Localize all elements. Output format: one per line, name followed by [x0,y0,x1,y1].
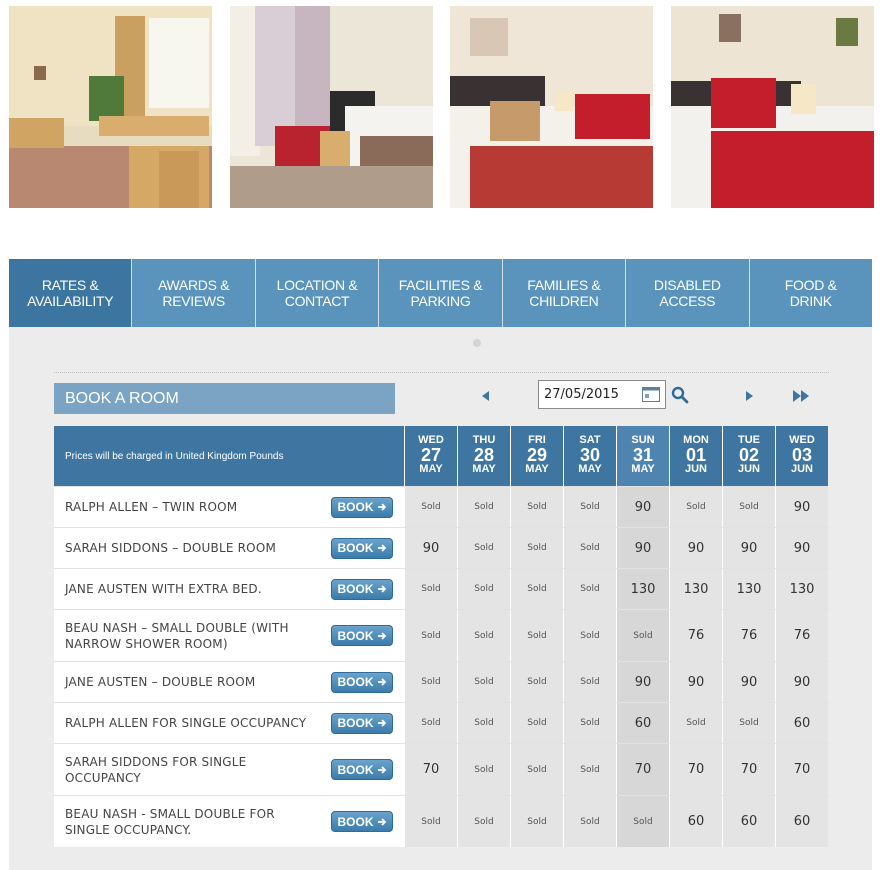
day-mon: JUN [790,463,813,475]
room-name: BEAU NASH - SMALL DOUBLE FOR SINGLE OCCUPANCY. [65,806,275,837]
book-button-label: BOOK [337,582,374,596]
red-bedroom-photo [671,6,874,208]
day-dow: SAT [579,434,601,446]
price-cell[interactable]: 90 [775,487,828,527]
book-button-label: BOOK [337,814,374,829]
price-cell[interactable]: 60 [722,796,775,847]
sold-cell: Sold [563,487,616,527]
day-num: 30 [579,445,601,465]
book-button-label: BOOK [337,628,374,643]
price-cell[interactable]: 90 [722,528,775,568]
arrow-right-icon [377,718,387,728]
previous-week-icon[interactable] [479,389,493,403]
tab-food-drink[interactable]: FOOD & DRINK [750,259,872,327]
sold-cell: Sold [669,487,722,527]
tab-facilities-parking[interactable]: FACILITIES & PARKING [379,259,502,327]
sold-cell: Sold [510,487,563,527]
day-header [722,426,775,486]
room-cell [54,569,404,609]
day-mon: MAY [472,463,496,475]
arrow-right-icon [377,631,387,641]
book-a-room-heading: BOOK A ROOM [54,383,395,414]
sold-cell: Sold [563,610,616,661]
dining-room-photo [9,6,212,208]
day-num: 31 [632,445,654,465]
room-name: SARAH SIDDONS FOR SINGLE OCCUPANCY [65,754,247,785]
day-mon: MAY [578,463,602,475]
room-name: BEAU NASH – SMALL DOUBLE (WITH NARROW SHOWER ROOM) [65,620,289,651]
price-cell[interactable]: 130 [775,569,828,609]
book-button[interactable] [331,811,393,832]
price-cell[interactable]: 90 [775,528,828,568]
price-cell[interactable]: 90 [775,662,828,702]
day-dow: FRI [528,434,546,446]
tab-rates-availability[interactable]: RATES & AVAILABILITY [9,259,132,327]
price-cell[interactable]: 90 [722,662,775,702]
calendar-icon[interactable] [642,387,660,402]
book-button[interactable] [331,497,393,518]
day-num: 27 [420,445,442,465]
tab-awards-reviews[interactable]: AWARDS & REVIEWS [132,259,255,327]
room-cell [54,703,404,743]
price-cell[interactable]: 76 [775,610,828,661]
table-row [54,661,829,702]
sold-cell: Sold [616,610,669,661]
table-row [54,609,829,661]
room-cell [54,662,404,702]
sold-cell: Sold [404,610,457,661]
book-button-label: BOOK [337,716,374,730]
table-row [54,702,829,743]
arrow-right-icon [377,543,387,553]
sold-cell: Sold [510,703,563,743]
arrow-right-icon [377,677,387,687]
price-cell[interactable]: 90 [616,528,669,568]
book-button-label: BOOK [337,541,374,555]
day-num: 02 [738,445,760,465]
sold-cell: Sold [457,569,510,609]
tab-families-children[interactable]: FAMILIES & CHILDREN [503,259,626,327]
book-button-label: BOOK [337,675,374,689]
day-dow: SUN [631,434,655,446]
sold-cell: Sold [404,703,457,743]
day-dow: TUE [738,434,760,446]
sold-cell: Sold [457,744,510,795]
double-room-photo [230,6,433,208]
sold-cell: Sold [563,703,616,743]
price-cell[interactable]: 76 [722,610,775,661]
sold-cell: Sold [457,796,510,847]
sold-cell: Sold [404,796,457,847]
day-header [510,426,563,486]
day-num: 01 [685,445,707,465]
price-cell[interactable]: 70 [669,744,722,795]
day-num: 28 [473,445,495,465]
sold-cell: Sold [563,528,616,568]
date-input[interactable]: 27/05/2015 [538,380,666,409]
price-cell[interactable]: 60 [669,796,722,847]
day-mon: MAY [631,463,655,475]
room-name: RALPH ALLEN – TWIN ROOM [65,500,238,514]
book-button[interactable] [331,759,393,780]
day-dow: THU [472,434,496,446]
arrow-right-icon [377,502,387,512]
price-cell[interactable]: 70 [722,744,775,795]
room-cell [54,610,404,661]
room-name: JANE AUSTEN – DOUBLE ROOM [65,675,256,689]
day-dow: MON [683,434,709,446]
sold-cell: Sold [722,487,775,527]
book-button[interactable] [331,579,393,600]
price-cell[interactable]: 130 [722,569,775,609]
sold-cell: Sold [669,703,722,743]
table-row [54,795,829,847]
day-dow: WED [789,434,815,446]
room-cell [54,744,404,795]
sold-cell: Sold [404,487,457,527]
day-header [404,426,457,486]
room-name: RALPH ALLEN FOR SINGLE OCCUPANCY [65,716,307,730]
day-header [563,426,616,486]
day-mon: JUN [684,463,707,475]
day-header [669,426,722,486]
arrow-right-icon [377,584,387,594]
room-name: SARAH SIDDONS – DOUBLE ROOM [65,541,277,555]
price-cell[interactable]: 90 [404,528,457,568]
sold-cell: Sold [510,528,563,568]
currency-note: Prices will be charged in United Kingdom Pounds [54,426,404,486]
sold-cell: Sold [563,662,616,702]
availability-table [54,426,829,847]
sold-cell: Sold [457,487,510,527]
table-row [54,743,829,795]
day-mon: MAY [419,463,443,475]
tab-location-contact[interactable]: LOCATION & CONTACT [256,259,379,327]
sold-cell: Sold [404,569,457,609]
sold-cell: Sold [510,662,563,702]
day-header [775,426,828,486]
sold-cell: Sold [457,610,510,661]
arrow-right-icon [377,817,387,827]
booking-panel [9,327,872,870]
table-header [54,426,829,486]
room-cell [54,487,404,527]
book-button-label: BOOK [337,500,374,514]
day-header [457,426,510,486]
sold-cell: Sold [563,569,616,609]
sold-cell: Sold [510,796,563,847]
room-name: JANE AUSTEN WITH EXTRA BED. [65,582,262,596]
price-cell[interactable]: 70 [404,744,457,795]
sold-cell: Sold [457,662,510,702]
section-tabs [9,259,872,327]
day-mon: MAY [525,463,549,475]
sold-cell: Sold [457,703,510,743]
price-cell[interactable]: 130 [669,569,722,609]
book-button[interactable] [331,625,393,646]
sold-cell: Sold [404,662,457,702]
table-row [54,527,829,568]
price-cell[interactable]: 76 [669,610,722,661]
room-cell [54,528,404,568]
table-row [54,486,829,527]
price-cell[interactable]: 90 [669,662,722,702]
day-dow: WED [418,434,444,446]
price-cell[interactable]: 130 [616,569,669,609]
room-cell [54,796,404,847]
sold-cell: Sold [563,744,616,795]
day-mon: JUN [737,463,760,475]
day-num: 29 [526,445,548,465]
sold-cell: Sold [616,796,669,847]
price-cell[interactable]: 90 [616,662,669,702]
tab-disabled-access[interactable]: DISABLED ACCESS [626,259,749,327]
book-button[interactable] [331,713,393,734]
loading-dot-icon [473,339,481,347]
sold-cell: Sold [722,703,775,743]
divider [54,372,829,373]
sold-cell: Sold [510,569,563,609]
price-cell[interactable]: 60 [616,703,669,743]
price-cell[interactable]: 70 [775,744,828,795]
arrow-right-icon [377,765,387,775]
price-cell[interactable]: 60 [775,703,828,743]
day-header [616,426,669,486]
book-button-label: BOOK [337,762,374,777]
sold-cell: Sold [510,610,563,661]
sold-cell: Sold [563,796,616,847]
book-button[interactable] [331,538,393,559]
table-row [54,568,829,609]
price-cell[interactable]: 70 [616,744,669,795]
fast-forward-icon[interactable] [791,388,811,404]
next-week-icon[interactable] [742,389,756,403]
day-num: 03 [791,445,813,465]
search-icon[interactable] [671,386,689,404]
sold-cell: Sold [457,528,510,568]
bedroom-photo [450,6,653,208]
book-button[interactable] [331,672,393,693]
sold-cell: Sold [510,744,563,795]
price-cell[interactable]: 60 [775,796,828,847]
price-cell[interactable]: 90 [616,487,669,527]
price-cell[interactable]: 90 [669,528,722,568]
